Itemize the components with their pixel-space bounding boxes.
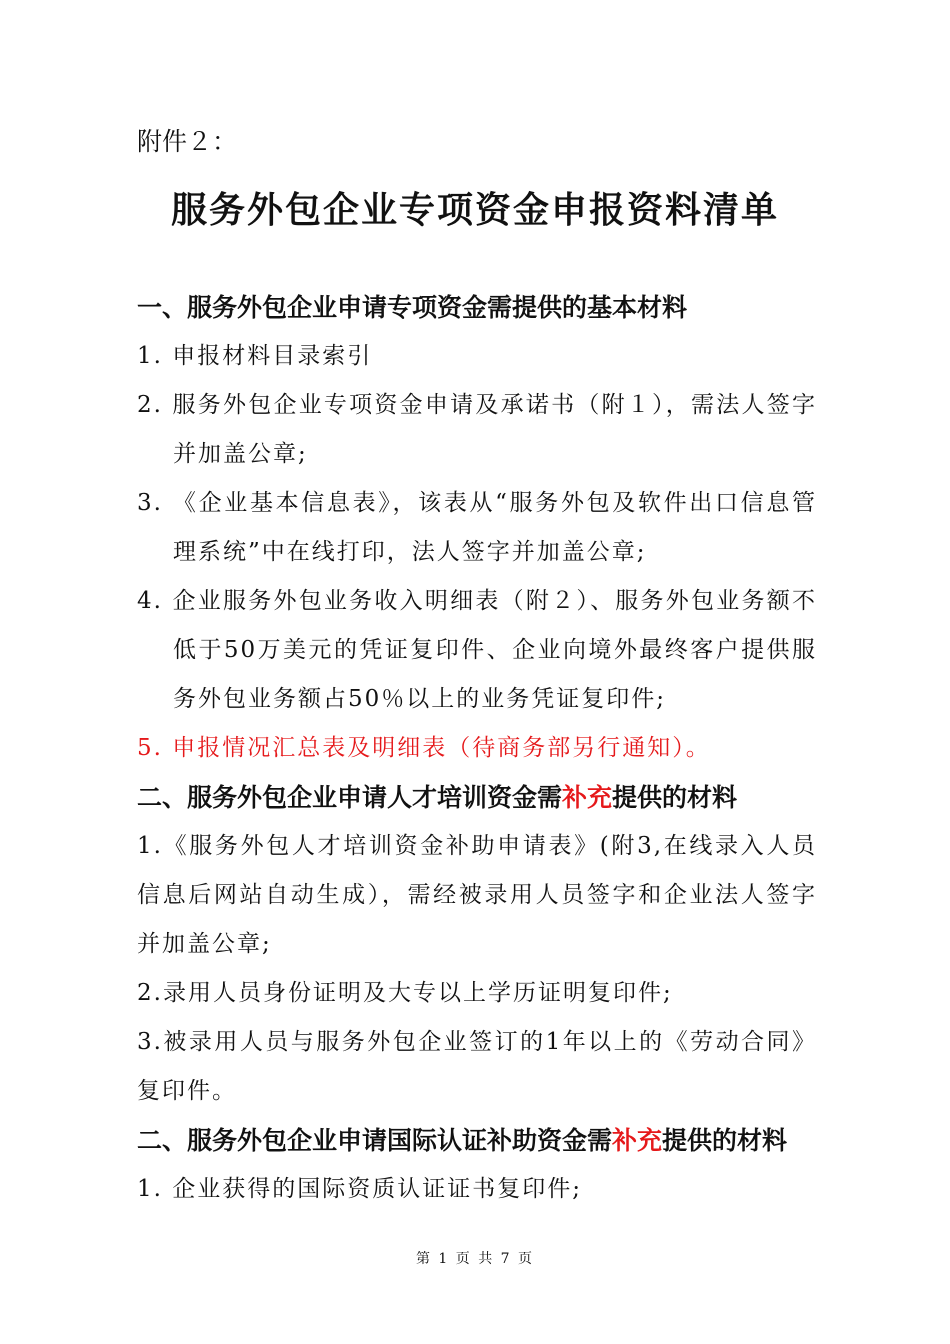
page-footer: 第 1 页 共 7 页	[415, 1251, 535, 1267]
section-3-item-1: 1. 企业获得的国际资质认证证书复印件;	[137, 1176, 583, 1202]
section-3-heading-highlight: 补充	[612, 1126, 663, 1155]
section-1-item-5: 5. 申报情况汇总表及明细表（待商务部另行通知）。	[137, 735, 711, 761]
section-1-item-4: 4. 企业服务外包业务收入明细表（附２）、服务外包业务额不低于50万美元的凭证复印件、企业向境外最终客户提供服务外包业务额占50％以上的业务凭证复印件;	[137, 588, 817, 712]
section-3-heading-pre: 二、服务外包企业申请国际认证补助资金需	[137, 1126, 613, 1155]
section-3-heading	[137, 1116, 817, 1165]
section-1-heading: 一、服务外包企业申请专项资金需提供的基本材料	[137, 293, 688, 322]
section-3-heading-post: 提供的材料	[662, 1126, 788, 1155]
section-2-heading-post: 提供的材料	[612, 783, 738, 812]
document-title: 服务外包企业专项资金申报资料清单	[170, 189, 779, 231]
document-body	[137, 283, 817, 1214]
section-2-item-2: 2.录用人员身份证明及大专以上学历证明复印件;	[137, 980, 673, 1006]
section-1-item-2: 2. 服务外包企业专项资金申请及承诺书（附１），需法人签字并加盖公章;	[137, 392, 817, 467]
section-2-item-3: 3.被录用人员与服务外包企业签订的1年以上的《劳动合同》复印件。	[137, 1029, 817, 1104]
section-2-heading	[137, 773, 817, 822]
section-1-item-1: 1. 申报材料目录索引	[137, 343, 373, 369]
section-2-item-1: 1.《服务外包人才培训资金补助申请表》(附3,在线录入人员信息后网站自动生成），需经被录用人员签字和企业法人签字并加盖公章;	[137, 833, 817, 957]
section-1-item-3: 3. 《企业基本信息表》，该表从“服务外包及软件出口信息管理系统”中在线打印，法人签字并加盖公章;	[137, 490, 817, 565]
section-2-heading-highlight: 补充	[562, 783, 613, 812]
attachment-label: 附件２：	[137, 127, 238, 156]
section-2-heading-pre: 二、服务外包企业申请人才培训资金需	[137, 783, 563, 812]
